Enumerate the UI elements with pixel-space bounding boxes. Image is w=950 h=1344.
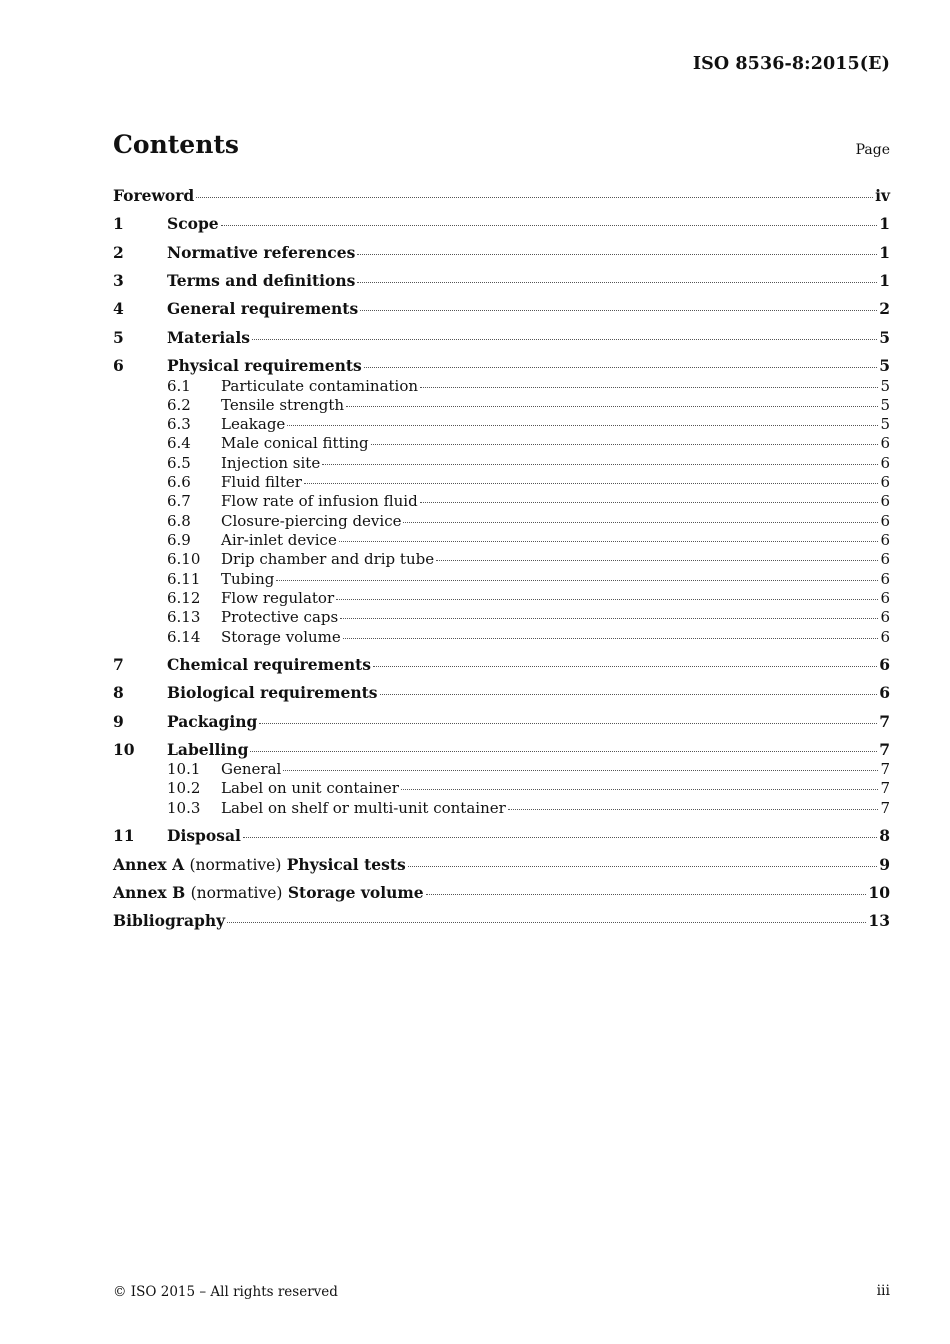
toc-entry-title: Terms and definitions <box>167 271 356 290</box>
toc-entry-title: Protective caps <box>221 608 339 626</box>
toc-entry-title: Physical requirements <box>167 356 362 375</box>
toc-subentry[interactable] <box>113 377 890 396</box>
toc-subentry[interactable] <box>113 396 890 415</box>
toc-entry-number: 4 <box>113 299 124 318</box>
dot-leader <box>336 599 878 600</box>
toc-entry-number: 5 <box>113 328 124 347</box>
dot-leader <box>346 406 878 407</box>
toc-page-number: 6 <box>880 570 890 588</box>
dot-leader <box>401 789 879 790</box>
toc-entry-title: General <box>221 760 282 778</box>
toc-entry[interactable] <box>113 214 890 236</box>
toc-entry-number: 10.2 <box>167 779 201 797</box>
toc-subentry[interactable] <box>113 415 890 434</box>
toc-entry[interactable] <box>113 855 890 877</box>
toc-page-number: 6 <box>880 454 890 472</box>
dot-leader <box>221 225 878 226</box>
toc-page-number: 5 <box>879 328 890 347</box>
toc-page-number: 7 <box>879 712 890 731</box>
dot-leader <box>420 387 878 388</box>
toc-subentry[interactable] <box>113 550 890 569</box>
toc-subentry[interactable] <box>113 531 890 550</box>
annex-title: Physical tests <box>286 855 406 874</box>
toc-page-number: 1 <box>879 214 890 233</box>
toc-entry-number: 1 <box>113 214 124 233</box>
dot-leader <box>371 444 879 445</box>
toc-subentry[interactable] <box>113 570 890 589</box>
toc-entry-title: Storage volume <box>221 628 341 646</box>
toc-entry-number: 6 <box>113 356 124 375</box>
toc-subentry[interactable] <box>113 454 890 473</box>
dot-leader <box>420 502 879 503</box>
annex-title: Storage volume <box>287 883 424 902</box>
toc-page-number: 8 <box>879 826 890 845</box>
toc-page-number: 6 <box>880 492 890 510</box>
toc-entry-number: 6.7 <box>167 492 191 510</box>
toc-page-number: 5 <box>880 415 890 433</box>
dot-leader <box>508 809 879 810</box>
dot-leader <box>287 425 878 426</box>
toc-entry[interactable] <box>113 299 890 321</box>
dot-leader <box>380 694 878 695</box>
toc-entry-number: 7 <box>113 655 124 674</box>
footer-copyright: © ISO 2015 – All rights reserved <box>113 1284 338 1300</box>
dot-leader <box>196 197 873 198</box>
toc-page-number: 10 <box>868 883 890 902</box>
toc-subentry[interactable] <box>113 589 890 608</box>
toc-entry-title: Particulate contamination <box>221 377 419 395</box>
toc-entry[interactable] <box>113 655 890 677</box>
dot-leader <box>360 310 877 311</box>
contents-heading: Contents <box>113 130 240 159</box>
toc-page-number: 7 <box>880 779 890 797</box>
toc-entry-number: 10.3 <box>167 799 201 817</box>
toc-entry-title: Normative references <box>167 243 356 262</box>
toc-entry-title <box>113 855 406 874</box>
toc-entry-title: Male conical fitting <box>221 434 369 452</box>
toc-entry-number: 6.14 <box>167 628 201 646</box>
toc-entry[interactable] <box>113 712 890 734</box>
toc-entry-number: 8 <box>113 683 124 702</box>
toc-entry-title: Packaging <box>167 712 258 731</box>
toc-page-number: 1 <box>879 271 890 290</box>
toc-entry-title: Drip chamber and drip tube <box>221 550 435 568</box>
toc-page-number: 1 <box>879 243 890 262</box>
toc-page-number: 6 <box>879 683 890 702</box>
dot-leader <box>227 922 866 923</box>
toc-page-number: 9 <box>879 855 890 874</box>
toc-entry-title: Closure-piercing device <box>221 512 402 530</box>
toc-page-number: 6 <box>880 608 890 626</box>
toc-entry-title: Bibliography <box>113 911 226 930</box>
toc-entry-number: 2 <box>113 243 124 262</box>
toc-entry-title: Flow rate of infusion fluid <box>221 492 418 510</box>
toc-subentry[interactable] <box>113 473 890 492</box>
annex-type: (normative) <box>190 884 283 902</box>
toc-entry[interactable] <box>113 683 890 705</box>
toc-entry-title: Flow regulator <box>221 589 335 607</box>
toc-entry-title <box>113 883 424 902</box>
dot-leader <box>373 666 877 667</box>
toc-subentry[interactable] <box>113 628 890 647</box>
dot-leader <box>276 580 878 581</box>
toc-page-number: 6 <box>880 589 890 607</box>
dot-leader <box>340 618 878 619</box>
dot-leader <box>304 483 879 484</box>
dot-leader <box>426 894 867 895</box>
toc-page-number: 5 <box>879 356 890 375</box>
toc-entry[interactable] <box>113 186 890 208</box>
toc-entry-number: 6.10 <box>167 550 201 568</box>
toc-page-number: 2 <box>879 299 890 318</box>
toc-entry[interactable] <box>113 740 890 762</box>
dot-leader <box>436 560 878 561</box>
toc-page-number: 6 <box>880 512 890 530</box>
toc-page-number: 5 <box>880 377 890 395</box>
dot-leader <box>403 522 878 523</box>
toc-entry-number: 3 <box>113 271 124 290</box>
toc-entry[interactable] <box>113 328 890 350</box>
toc-entry-number: 6.8 <box>167 512 191 530</box>
dot-leader <box>357 282 877 283</box>
toc-page-number: 6 <box>880 628 890 646</box>
dot-leader <box>322 464 878 465</box>
dot-leader <box>339 541 879 542</box>
toc-page-number: 7 <box>879 740 890 759</box>
footer-page-number: iii <box>876 1283 890 1299</box>
toc-entry-number: 6.2 <box>167 396 191 414</box>
toc-entry-number: 6.9 <box>167 531 191 549</box>
dot-leader <box>408 866 877 867</box>
annex-label: Annex A <box>113 855 185 874</box>
toc-page-number: 6 <box>879 655 890 674</box>
toc-entry-number: 10.1 <box>167 760 201 778</box>
toc-entry-title: Leakage <box>221 415 286 433</box>
toc-entry-number: 11 <box>113 826 135 845</box>
toc-page-number: 6 <box>880 550 890 568</box>
toc-entry-title: Disposal <box>167 826 241 845</box>
toc-page-number: 7 <box>880 799 890 817</box>
toc-page-number: 6 <box>880 473 890 491</box>
toc-entry-number: 6.6 <box>167 473 191 491</box>
toc-entry[interactable] <box>113 911 890 933</box>
toc-entry-title: Injection site <box>221 454 321 472</box>
dot-leader <box>259 723 877 724</box>
toc-entry-title: Fluid filter <box>221 473 302 491</box>
toc-subentry[interactable] <box>113 779 890 798</box>
toc-page-number: 6 <box>880 531 890 549</box>
toc-entry-title: Air-inlet device <box>221 531 337 549</box>
toc-entry-number: 6.11 <box>167 570 201 588</box>
document-id: ISO 8536-8:2015(E) <box>692 54 890 74</box>
toc-entry-number: 9 <box>113 712 124 731</box>
dot-leader <box>357 254 877 255</box>
toc-subentry[interactable] <box>113 760 890 779</box>
toc-page-number: 6 <box>880 434 890 452</box>
toc-subentry[interactable] <box>113 608 890 627</box>
toc-entry-title: Materials <box>167 328 250 347</box>
toc-subentry[interactable] <box>113 434 890 453</box>
toc-page-number: 7 <box>880 760 890 778</box>
dot-leader <box>283 770 878 771</box>
dot-leader <box>250 751 877 752</box>
toc-entry-number: 6.1 <box>167 377 191 395</box>
toc-entry-title: Foreword <box>113 186 195 205</box>
toc-entry-number: 6.4 <box>167 434 191 452</box>
toc-entry-title: Labelling <box>167 740 249 759</box>
toc-entry[interactable] <box>113 826 890 848</box>
toc-entry-title: Tensile strength <box>221 396 345 414</box>
page-column-label: Page <box>855 142 890 158</box>
toc-entry-number: 6.5 <box>167 454 191 472</box>
toc-entry-number: 6.13 <box>167 608 201 626</box>
toc-page-number: 13 <box>868 911 890 930</box>
dot-leader <box>243 837 877 838</box>
toc-page-number: iv <box>875 186 890 205</box>
dot-leader <box>252 339 877 340</box>
toc-entry[interactable] <box>113 243 890 265</box>
dot-leader <box>343 638 879 639</box>
toc-entry-title: General requirements <box>167 299 359 318</box>
annex-label: Annex B <box>113 883 186 902</box>
toc-entry[interactable] <box>113 271 890 293</box>
toc-entry-number: 6.12 <box>167 589 201 607</box>
dot-leader <box>364 367 877 368</box>
toc-entry-title: Biological requirements <box>167 683 378 702</box>
toc-entry-number: 6.3 <box>167 415 191 433</box>
toc-entry-title: Label on shelf or multi-unit container <box>221 799 506 817</box>
toc-subentry[interactable] <box>113 512 890 531</box>
toc-entry-title: Tubing <box>221 570 275 588</box>
toc-subentry[interactable] <box>113 799 890 818</box>
toc-page-number: 5 <box>880 396 890 414</box>
toc-entry-title: Label on unit container <box>221 779 399 797</box>
toc-entry[interactable] <box>113 356 890 378</box>
annex-type: (normative) <box>189 856 282 874</box>
toc-entry-number: 10 <box>113 740 135 759</box>
toc-entry-title: Scope <box>167 214 219 233</box>
toc-entry[interactable] <box>113 883 890 905</box>
toc-entry-title: Chemical requirements <box>167 655 371 674</box>
toc-subentry[interactable] <box>113 492 890 511</box>
